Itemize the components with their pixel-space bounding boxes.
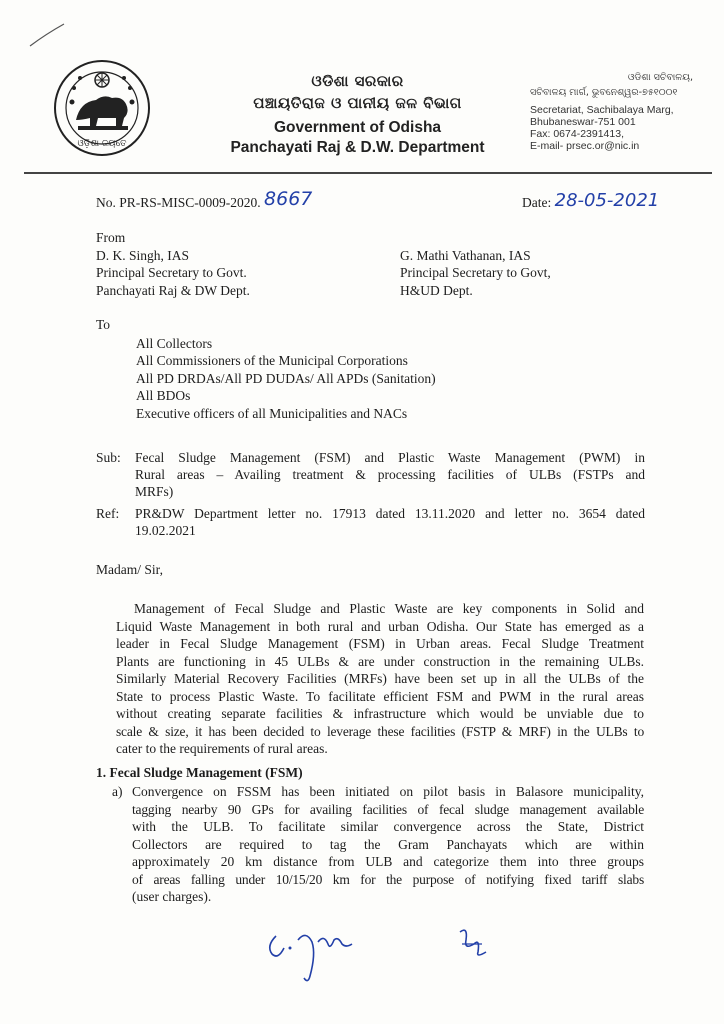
item-a-line: Convergence on FSSM has been initiated on pilot basis in Balasore municipality, <box>132 784 644 799</box>
body-line: cater to the requirements of rural areas. <box>116 741 328 756</box>
item-a-line: Collectors are required to tag the Gram Panchayats which are within <box>132 836 644 852</box>
department-title: Panchayati Raj & D.W. Department <box>230 139 485 156</box>
item-a-line: of areas falling under 10/15/20 km for the purpose of notifying fixed tariff slabs <box>132 871 644 887</box>
subject-line: Fecal Sludge Management (FSM) and Plastic Waste Management (PWM) in <box>135 450 645 465</box>
sender-name: D. K. Singh, IAS <box>96 248 190 263</box>
from-right-block <box>400 247 551 299</box>
item-a-line: (user charges). <box>132 889 212 904</box>
letter-date <box>522 190 660 211</box>
body-line: without creating separate facilities & infrastructure which would be unviable due to <box>116 706 644 721</box>
to-label: To <box>96 317 111 332</box>
email-line: E-mail- prsec.or@nic.in <box>530 140 640 152</box>
body-line: Similarly Material Recovery Facilities (MRFs) have been set up in all the ULBs of the <box>116 671 644 686</box>
body-line: scale & size, it has been decided to leverage these facilities (FSTP & MRF) in the ULBs to <box>116 723 644 739</box>
co-sender-department: H&UD Dept. <box>400 282 473 298</box>
recipient-item: All PD DRDAs/All PD DUDAs/ All APDs (Sanitation) <box>136 370 436 386</box>
fax-line: Fax: 0674-2391413, <box>530 128 624 140</box>
item-a-line: approximately 20 km distance from ULB and categorize them into three groups <box>132 854 644 869</box>
letter-number-handwritten: 8667 <box>264 188 313 210</box>
section-heading: 1. Fecal Sludge Management (FSM) <box>96 765 303 780</box>
reference-line: PR&DW Department letter no. 17913 dated 13.11.2020 and letter no. 3654 dated <box>135 506 645 521</box>
date-handwritten: 28-05-2021 <box>554 190 660 211</box>
reference-label: Ref: <box>96 506 120 521</box>
signature-left-icon <box>262 918 362 988</box>
odia-department-title: ପଞ୍ଚାୟତିରାଜ ଓ ପାନୀୟ ଜଳ ବିଭାଗ <box>253 94 462 112</box>
address-line: Secretariat, Sachibalaya Marg, <box>530 104 674 116</box>
body-line: Plants are functioning in 45 ULBs & are under construction in the remaining ULBs. <box>116 653 644 669</box>
body-line: Liquid Waste Management in both rural and urban Odisha. Our State has emerged as a <box>116 618 644 634</box>
letterhead <box>200 70 515 158</box>
item-a-line: tagging nearby 90 GPs for availing facilities of fecal sludge management available <box>132 801 644 817</box>
subject-label: Sub: <box>96 450 121 465</box>
address-block <box>530 72 715 152</box>
recipient-item: All Commissioners of the Municipal Corporations <box>136 353 408 369</box>
address-odia-top: ଓଡିଶା ସଚିବାଳୟ, <box>627 72 693 83</box>
address-odia-line: ସଚିବାଳୟ ମାର୍ଗ, ଭୁବନେଶ୍ୱର-୭୫୧୦୦୧ <box>530 87 678 98</box>
odisha-seal-icon <box>52 58 152 158</box>
sender-designation: Principal Secretary to Govt. <box>96 265 247 281</box>
recipient-item: Executive officers of all Municipalities and NACs <box>136 405 408 421</box>
subject-text <box>135 449 645 500</box>
item-a-label: a) <box>112 784 123 799</box>
body-line: State to process Plastic Waste. To facilitate efficient FSM and PWM in the rural areas <box>116 688 644 704</box>
date-label: Date: <box>522 195 552 210</box>
salutation: Madam/ Sir, <box>96 562 163 577</box>
header-divider <box>24 172 712 174</box>
from-label: From <box>96 230 126 245</box>
letter-number-prefix: No. PR-RS-MISC-0009-2020. <box>96 195 261 210</box>
subject-line: Rural areas – Availing treatment & processing facilities of ULBs (FSTPs and <box>135 467 645 482</box>
government-title: Government of Odisha <box>273 119 442 136</box>
reference-line: 19.02.2021 <box>135 523 196 538</box>
odia-government-title: ଓଡିଶା ସରକାର <box>311 72 404 90</box>
signature-right-icon <box>452 922 502 962</box>
recipient-list <box>136 335 436 422</box>
from-left-block <box>96 247 250 299</box>
body-line: leader in Fecal Sludge Management (FSM) in Urban areas. Fecal Sludge Treatment <box>116 636 644 651</box>
body-paragraph <box>116 600 644 758</box>
item-a-line: with the ULB. To facilitate similar convergence across the State, District <box>132 819 644 834</box>
reference-text <box>135 505 645 539</box>
address-line: Bhubaneswar-751 001 <box>530 116 636 128</box>
item-a-text <box>132 783 644 906</box>
co-sender-name: G. Mathi Vathanan, IAS <box>400 248 531 263</box>
pen-mark-icon <box>28 22 68 50</box>
co-sender-designation: Principal Secretary to Govt, <box>400 265 551 281</box>
letter-number <box>96 188 313 211</box>
recipient-item: All BDOs <box>136 388 191 404</box>
sender-department: Panchayati Raj & DW Dept. <box>96 282 250 298</box>
subject-line: MRFs) <box>135 484 174 499</box>
seal-motto: ଓଡ଼ିଶା ଜୟତେ <box>77 139 127 149</box>
body-line: Management of Fecal Sludge and Plastic Waste are key components in Solid and <box>134 601 644 616</box>
recipient-item: All Collectors <box>136 336 213 351</box>
